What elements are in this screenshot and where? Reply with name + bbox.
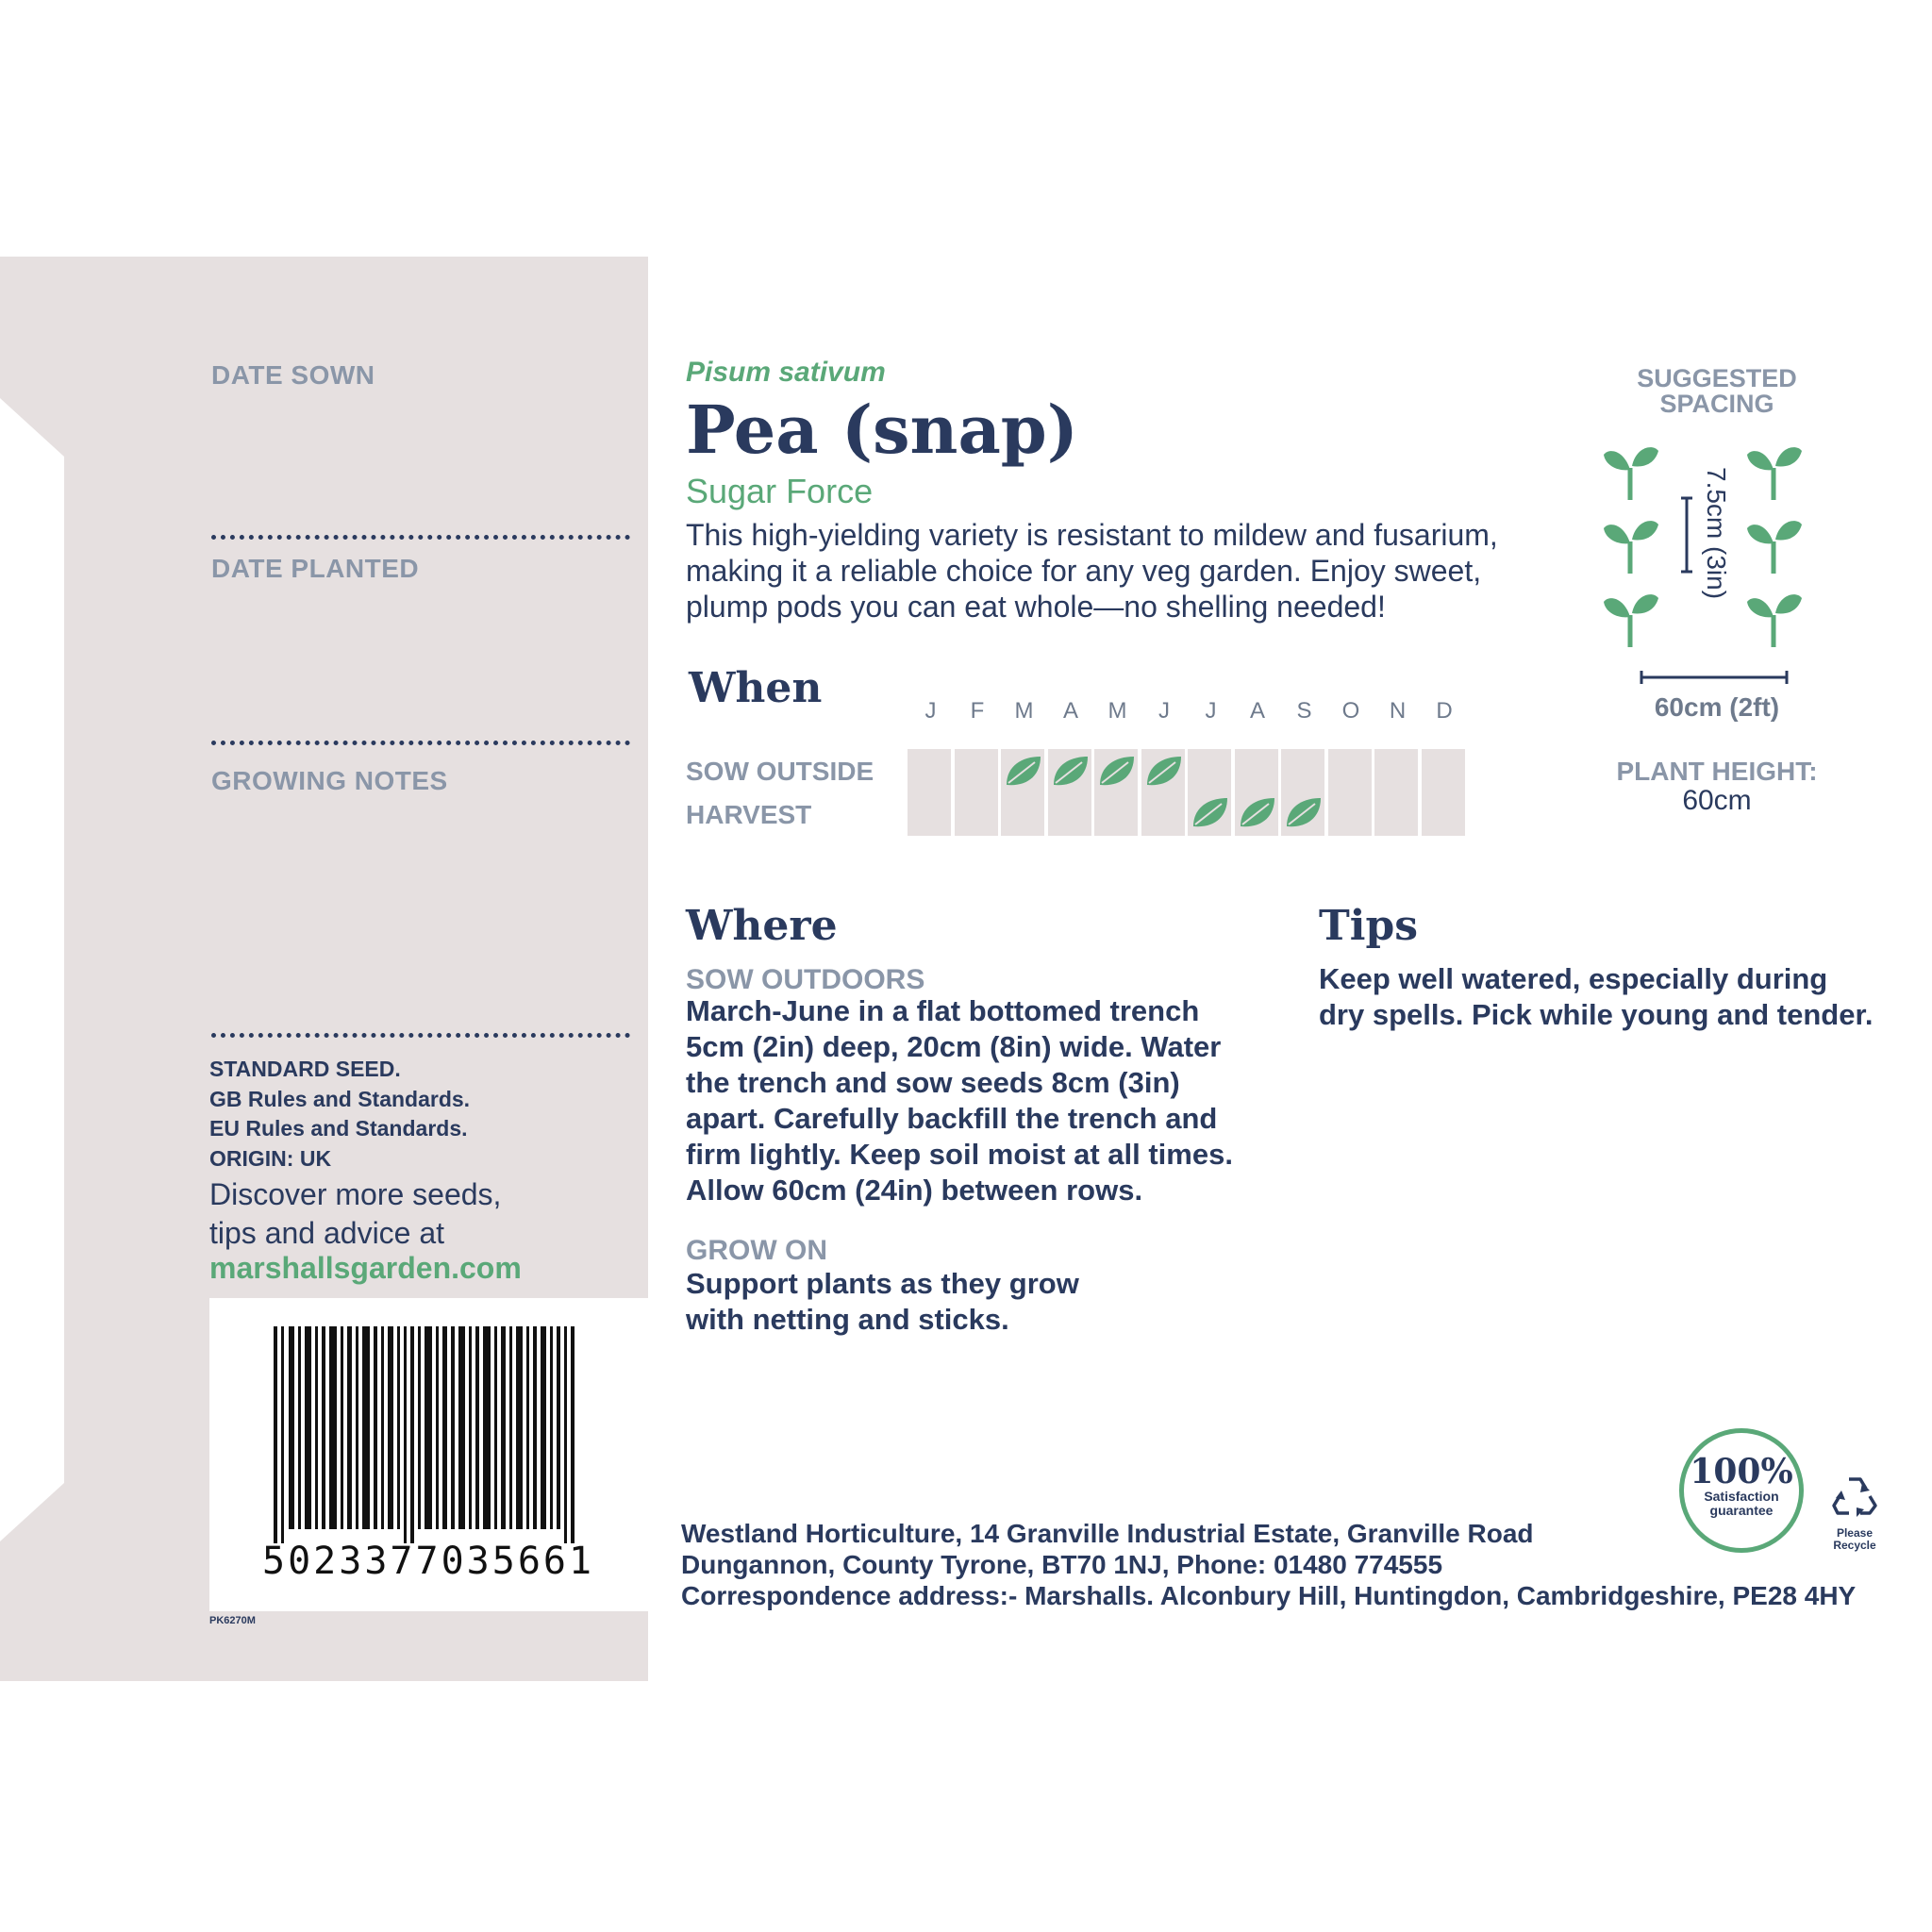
tips-text (1319, 961, 1873, 1033)
discover-text: Discover more seeds, (209, 1177, 502, 1211)
text-line: Support plants as they grow (686, 1267, 1079, 1300)
in-row-spacing: 7.5cm (3in) (1702, 467, 1731, 600)
growing-notes-label: GROWING NOTES (211, 766, 448, 795)
barcode (209, 1326, 648, 1562)
divider (211, 1033, 630, 1038)
gb-rules: GB Rules and Standards. (209, 1087, 471, 1111)
origin: ORIGIN: UK (209, 1146, 332, 1171)
packet-flap-edge (0, 257, 66, 1681)
date-sown-label: DATE SOWN (211, 360, 375, 390)
seedling-icon (1747, 521, 1802, 574)
month-label: J (1158, 698, 1170, 724)
month-label: N (1389, 698, 1407, 724)
seedling-icon (1747, 594, 1802, 647)
calendar-cell (1328, 749, 1372, 836)
spacing-heading-line: SUGGESTED (1637, 364, 1797, 392)
standard-seed: STANDARD SEED. (209, 1057, 401, 1081)
calendar-cell (955, 749, 998, 836)
sow-outdoors-text (686, 993, 1233, 1208)
text-line: Keep well watered, especially during (1319, 962, 1828, 995)
seedling-icon (1604, 447, 1658, 500)
harvest-label: HARVEST (686, 800, 812, 829)
text-line: firm lightly. Keep soil moist at all times. (686, 1138, 1233, 1171)
company-address (681, 1518, 1856, 1611)
sow-leaf-icon (1003, 753, 1044, 795)
harvest-leaf-icon (1237, 794, 1278, 837)
address-line: Westland Horticulture, 14 Granville Industrial Estate, Granville Road (681, 1519, 1534, 1548)
text-line: March-June in a flat bottomed trench (686, 994, 1200, 1027)
address-line: Dungannon, County Tyrone, BT70 1NJ, Phone: 01480 774555 (681, 1550, 1443, 1579)
calendar-cell (908, 749, 951, 836)
text-line: dry spells. Pick while young and tender. (1319, 998, 1874, 1031)
tips-heading: Tips (1319, 902, 1418, 950)
month-label: F (970, 698, 985, 724)
date-planted-label: DATE PLANTED (211, 554, 420, 583)
harvest-leaf-icon (1283, 794, 1324, 837)
latin-name: Pisum sativum (686, 357, 886, 388)
sow-outdoors-label: SOW OUTDOORS (686, 964, 925, 995)
harvest-leaf-icon (1190, 794, 1231, 837)
recycle-text: Recycle (1833, 1539, 1876, 1552)
calendar-cell (1374, 749, 1418, 836)
month-label: S (1296, 698, 1312, 724)
plant-height-value: 60cm (1682, 785, 1752, 816)
month-label: O (1341, 698, 1360, 724)
badge-text: guarantee (1709, 1503, 1774, 1518)
month-label: D (1436, 698, 1453, 724)
calendar-cell (1422, 749, 1465, 836)
recycle-text: Please (1836, 1526, 1874, 1540)
seedling-icon (1604, 521, 1658, 574)
text-line: with netting and sticks. (686, 1303, 1009, 1336)
text-line: 5cm (2in) deep, 20cm (8in) wide. Water (686, 1030, 1222, 1063)
recycle-mark (1821, 1470, 1889, 1552)
page-title: Pea (snap) (686, 391, 1078, 469)
barcode-number: 5023377035661 (262, 1540, 595, 1583)
badge-percent: 100% (1690, 1452, 1793, 1491)
address-line: Correspondence address:- Marshalls. Alconbury Hill, Huntingdon, Cambridgeshire, PE28 4HY (681, 1581, 1857, 1610)
divider (211, 535, 630, 540)
text-line: apart. Carefully backfill the trench and (686, 1102, 1218, 1135)
text-line: the trench and sow seeds 8cm (3in) (686, 1066, 1180, 1099)
variety-name: Sugar Force (686, 472, 874, 510)
month-label: M (1014, 698, 1034, 724)
where-heading: Where (686, 902, 838, 950)
spacing-heading (1604, 366, 1830, 417)
month-label: J (924, 698, 937, 724)
sow-leaf-icon (1143, 753, 1185, 795)
month-label: A (1062, 698, 1078, 724)
grow-on-label: GROW ON (686, 1235, 827, 1266)
product-code: PK6270M (209, 1615, 256, 1626)
when-heading: When (689, 664, 823, 712)
satisfaction-badge (1679, 1428, 1804, 1553)
month-label: M (1108, 698, 1127, 724)
sow-leaf-icon (1050, 753, 1091, 795)
month-label: A (1249, 698, 1265, 724)
badge-text: Satisfaction (1704, 1489, 1779, 1504)
spacing-heading-line: SPACING (1659, 390, 1774, 418)
seedling-icon (1604, 594, 1658, 647)
recycle-icon (1828, 1470, 1881, 1523)
seedling-icon (1747, 447, 1802, 500)
plant-height-label: PLANT HEIGHT: (1616, 757, 1818, 786)
text-line: Allow 60cm (24in) between rows. (686, 1174, 1143, 1207)
row-spacing: 60cm (2ft) (1654, 692, 1780, 722)
grow-on-text (686, 1266, 1079, 1338)
eu-rules: EU Rules and Standards. (209, 1116, 468, 1141)
divider (211, 741, 630, 745)
sow-leaf-icon (1096, 753, 1138, 795)
discover-text: tips and advice at (209, 1216, 445, 1250)
description: This high-yielding variety is resistant to mildew and fusarium, making it a reliable choice for any veg garden. Enjoy sweet, plump pods you can eat whole—no shelling needed! (686, 518, 1498, 624)
sow-outside-label: SOW OUTSIDE (686, 757, 874, 786)
month-label: J (1205, 698, 1217, 724)
website-link[interactable]: marshallsgarden.com (209, 1251, 522, 1285)
